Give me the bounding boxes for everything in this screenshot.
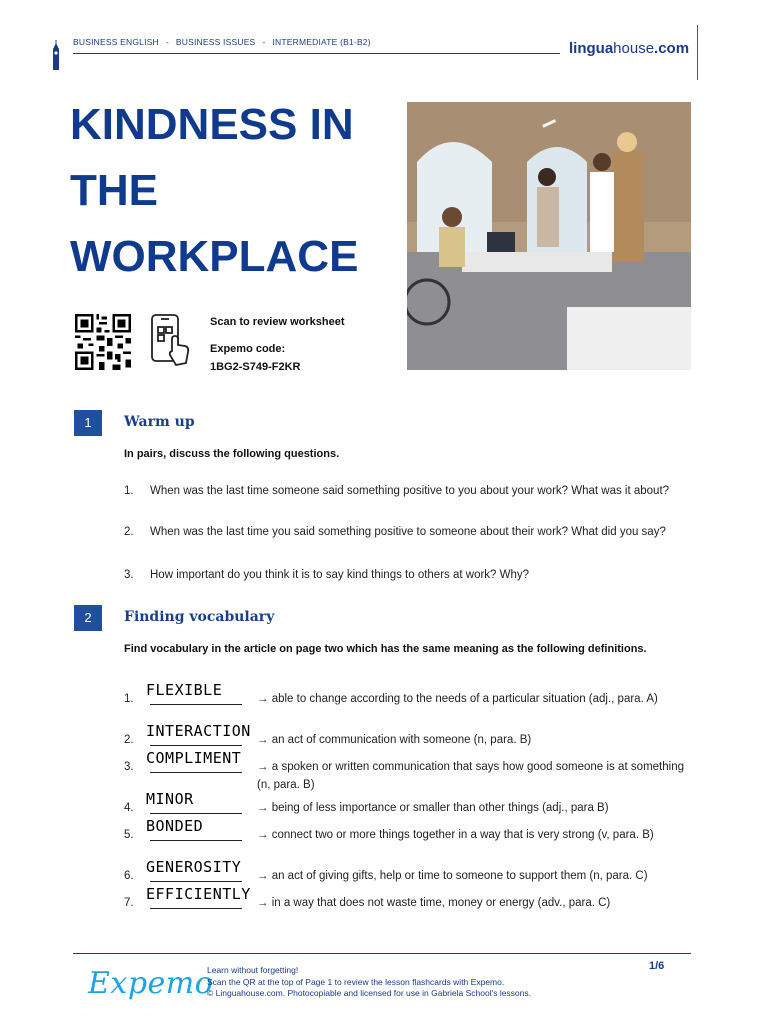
handwritten-answer: COMPLIMENT (146, 749, 242, 767)
brand-divider (697, 25, 698, 80)
linguahouse-logo: linguahouse.com (569, 40, 690, 57)
section-number: 1 (74, 410, 102, 436)
handwritten-answer: EFFICIENTLY (146, 885, 251, 903)
expemo-logo: Expemo (88, 966, 214, 1001)
vocab-item: 6. GENEROSITY → an act of giving gifts, help or time to someone to support them (n, para. C) (124, 858, 648, 882)
handwritten-answer: MINOR (146, 790, 194, 808)
vocab-item: 3. COMPLIMENT → a spoken or written communication that says how good someone is at something (n, para. B) (124, 749, 684, 791)
section-instruction: Find vocabulary in the article on page two which has the same meaning as the following definitions. (124, 643, 647, 655)
vocab-item: 1. FLEXIBLE → able to change according to the needs of a particular situation (adj., para. A) (124, 681, 658, 705)
answer-blank[interactable] (150, 840, 242, 841)
list-item: 3. How important do you think it is to say kind things to others at work? Why? (124, 569, 530, 581)
crumb-topic: BUSINESS ISSUES (175, 37, 256, 47)
section-number: 2 (74, 605, 102, 631)
page-title: KINDNESS IN THE WORKPLACE (70, 100, 359, 281)
vocab-item: 4. MINOR → being of less importance or smaller than other things (adj., para B) (124, 790, 609, 814)
footer-notice: Learn without forgetting! Scan the QR at the top of Page 1 to review the lesson flashcards with Expemo. © Linguahouse.com. Photocopiable and licensed for use in Gabriela School's lessons. (207, 965, 532, 998)
page-number: 1/6 (649, 960, 665, 972)
vocab-item: 7. EFFICIENTLY → in a way that does not waste time, money or energy (adv., para. C) (124, 885, 611, 909)
scan-label: Scan to review worksheet (210, 316, 345, 328)
list-item: 2. When was the last time you said something positive to someone about their work? What did you say? (124, 526, 666, 538)
phone-scan-icon (150, 313, 192, 371)
expemo-code: 1BG2-S749-F2KR (210, 361, 301, 373)
handwritten-answer: GENEROSITY (146, 858, 242, 876)
code-label: Expemo code: (210, 343, 286, 355)
section-instruction: In pairs, discuss the following questions. (124, 448, 340, 460)
crumb-level: INTERMEDIATE (B1-B2) (272, 37, 371, 47)
handwritten-answer: BONDED (146, 817, 204, 835)
crumb-sep: - (165, 37, 169, 47)
vocab-item: 5. BONDED → connect two or more things together in a way that is very strong (v, para. B) (124, 817, 654, 841)
vocab-item: 2. INTERACTION → an act of communication with someone (n, para. B) (124, 722, 532, 746)
answer-blank[interactable] (150, 772, 242, 773)
crumb-course: BUSINESS ENGLISH (73, 37, 159, 47)
answer-blank[interactable] (150, 704, 242, 705)
crumb-sep: - (262, 37, 266, 47)
answer-blank[interactable] (150, 908, 242, 909)
handwritten-answer: FLEXIBLE (146, 681, 223, 699)
qr-instructions (210, 313, 345, 376)
section-title: Finding vocabulary (124, 609, 275, 625)
header-divider (73, 53, 560, 54)
footer-divider (73, 953, 691, 954)
office-celebration-photo (407, 102, 691, 370)
list-item: 1. When was the last time someone said something positive to you about your work? What was it about? (124, 485, 670, 497)
qr-code[interactable] (73, 314, 133, 370)
answer-blank[interactable] (150, 813, 242, 814)
section-title: Warm up (124, 414, 195, 430)
breadcrumb (73, 37, 371, 47)
handwritten-answer: INTERACTION (146, 722, 251, 740)
big-ben-icon (50, 40, 62, 70)
answer-blank[interactable] (150, 881, 242, 882)
answer-blank[interactable] (150, 745, 242, 746)
